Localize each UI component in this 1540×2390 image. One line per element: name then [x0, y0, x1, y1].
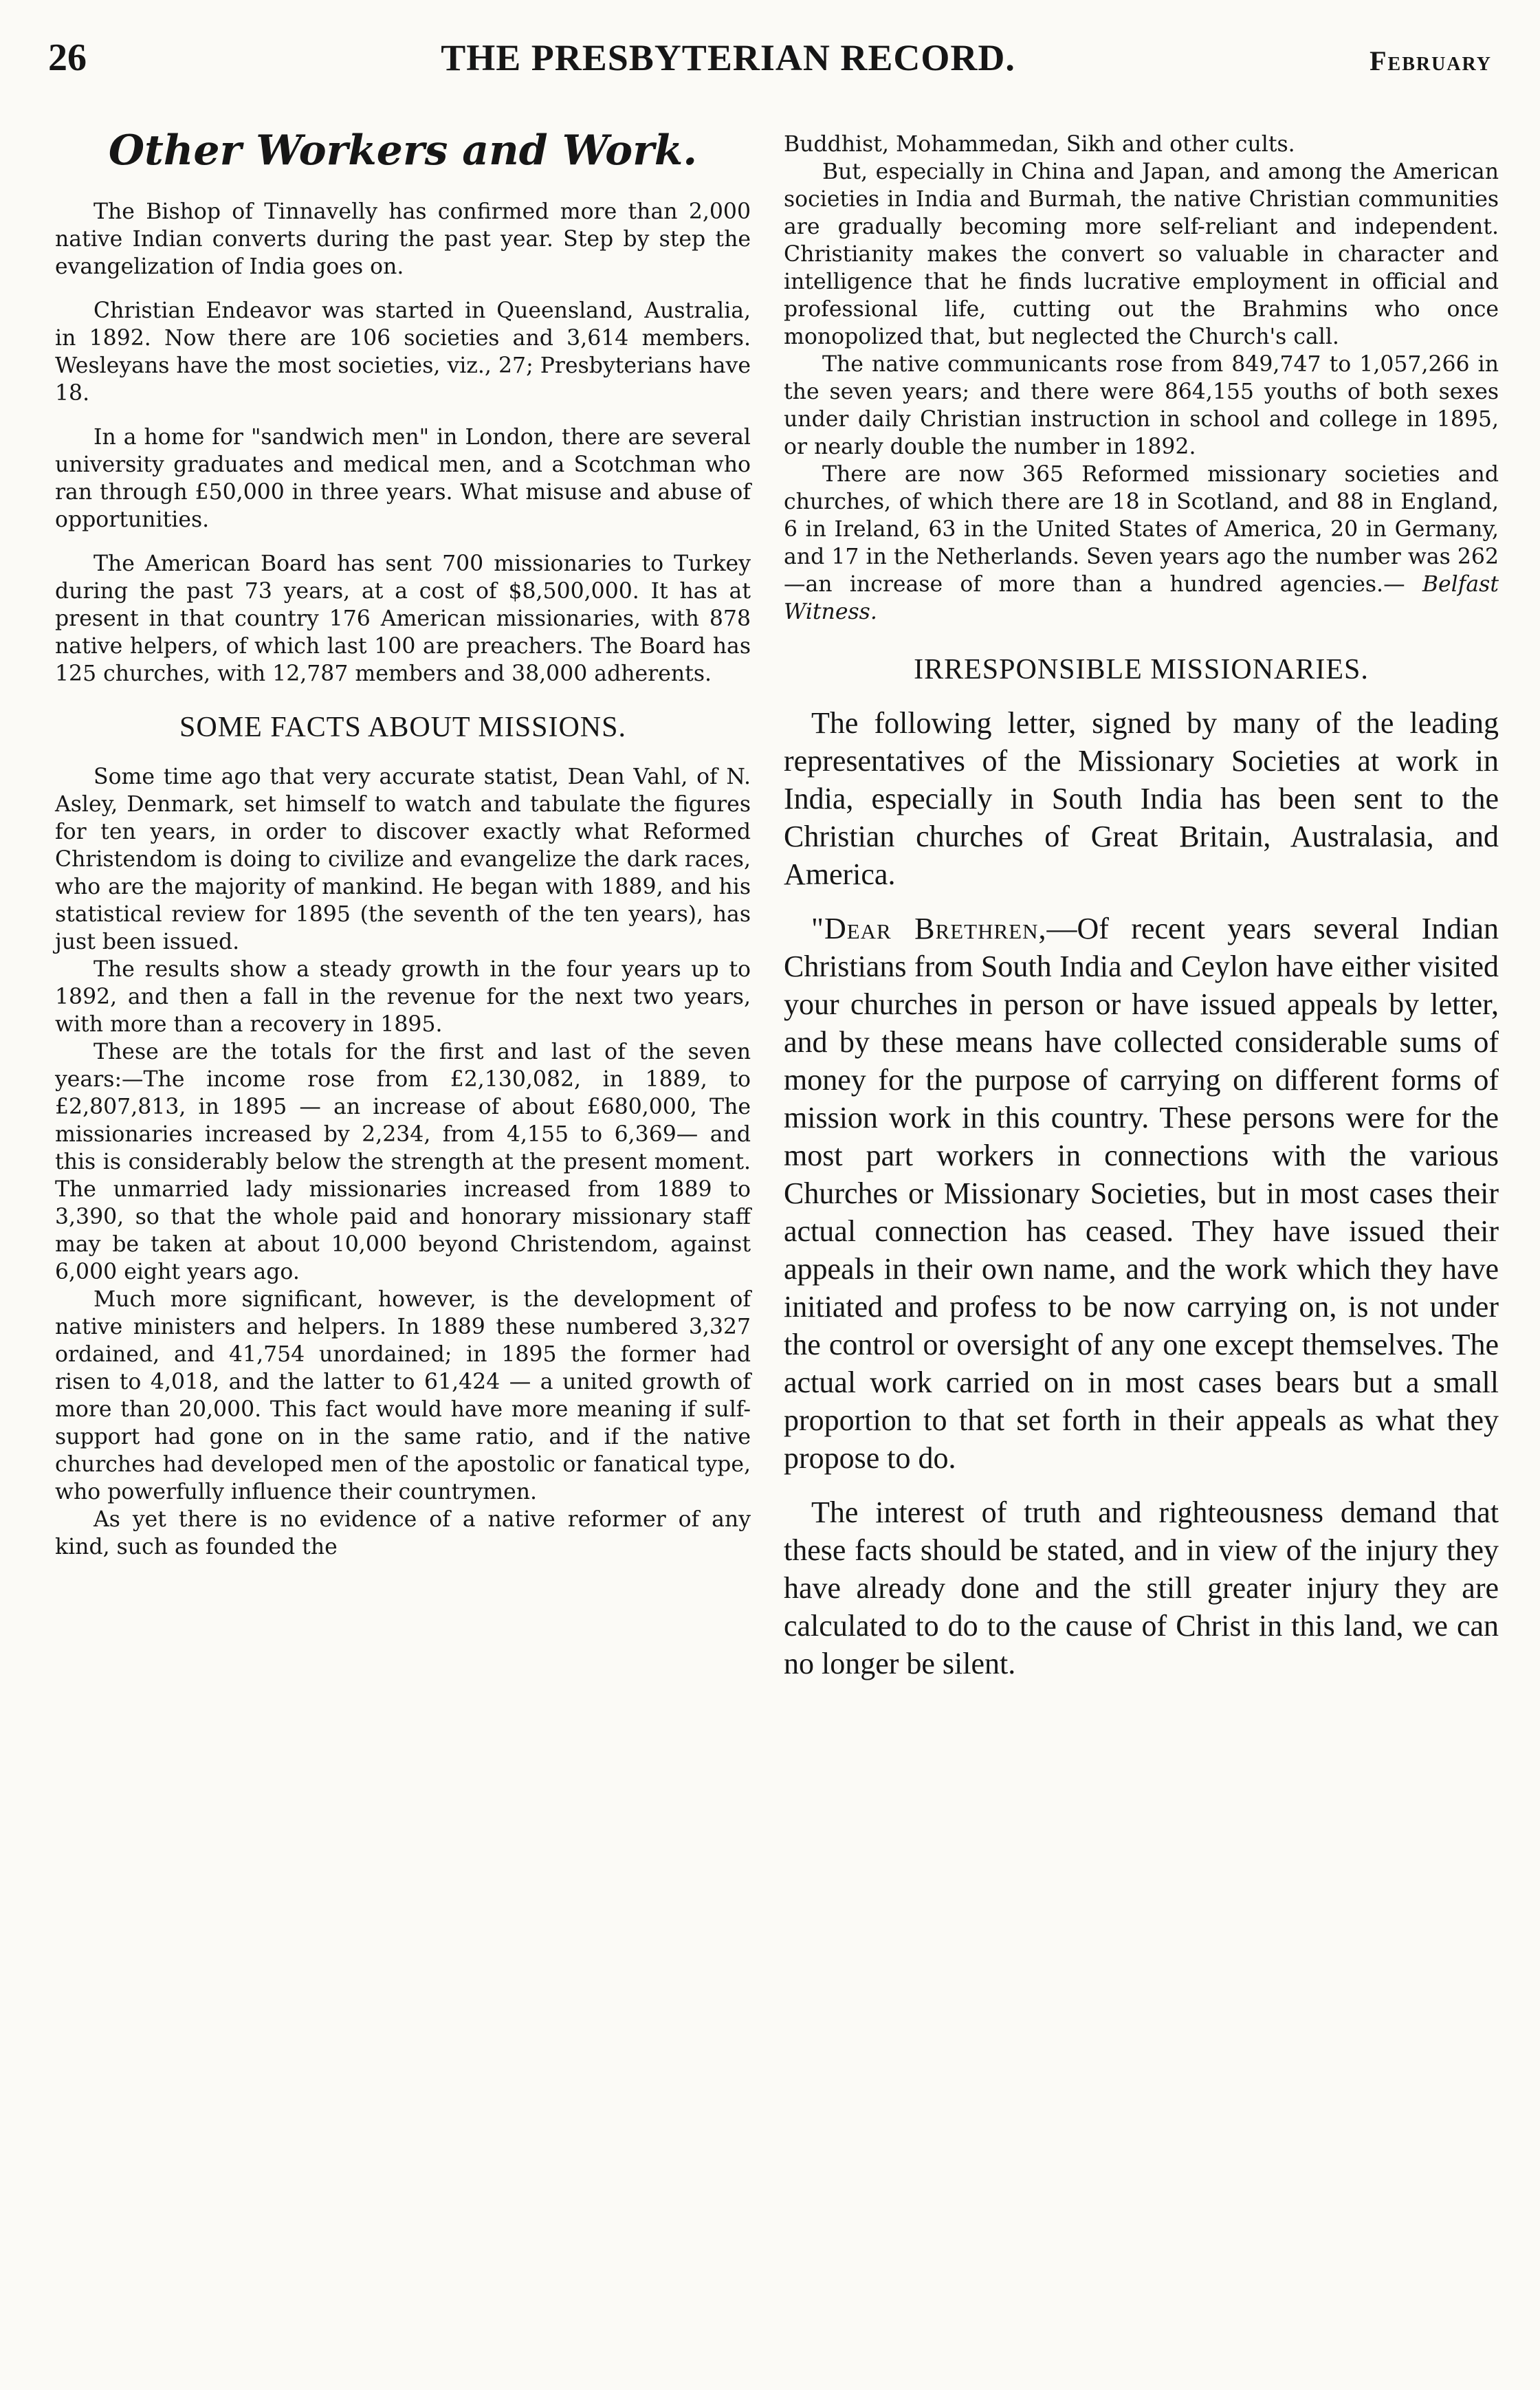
- facts-paragraph: Some time ago that very accurate statist, Dean Vahl, of N. Asley, Denmark, set himself to watch and tabulate the figures for ten years, in order to discover exactly what Reformed Christendom is doing to civilize and evangelize the dark races, who are the majority of mankind. He began with 1889, and his statistical review for 1895 (the seventh of the ten years), has just been issued.: [55, 765, 751, 954]
- facts-paragraph: Much more significant, however, is the development of native ministers and helpers. In 1889 these numbered 3,327 ordained, and 41,754 unordained; in 1895 the former had risen to 4,018, and the latter to 61,424 — a united growth of more than 20,000. This fact would have more meaning if sulf-support had gone on in the same ratio, and if the native churches had developed men of the apostolic or fanatical type, who powerfully influence their countrymen.: [55, 1287, 751, 1504]
- reformed-text: There are now 365 Reformed missionary societies and churches, of which there are 18 in Scotland, and 88 in England, 6 in Ireland, 63 in the United States of America, 20 in Germany, and 17 in the Netherlands. Seven years ago the number was 262—an increase of more than a hundred agencies.—: [784, 462, 1499, 597]
- section-heading-facts: SOME FACTS ABOUT MISSIONS.: [179, 712, 626, 743]
- section-heading-other-workers: Other Workers and Work.: [108, 127, 698, 175]
- facts-paragraph: The results show a steady growth in the four years up to 1892, and then a fall in the revenue for the next two years, with more than a recovery in 1895.: [55, 957, 751, 1037]
- right-column: [784, 131, 1499, 1682]
- source-citation: Belfast Witness.: [784, 572, 1499, 624]
- letter-body: [784, 910, 1499, 1477]
- facts-paragraph: But, especially in China and Japan, and among the American societies in India and Burmah, the native Christian communities are gradually becoming more self-reliant and independent. Christianity makes the convert so valuable in character and intelligence that he finds lucrative employment in official and professional life, cutting out the Brahmins who once monopolized that, but neglected the Church's call.: [784, 160, 1499, 349]
- news-item: Christian Endeavor was started in Queensland, Australia, in 1892. Now there are 106 societies and 3,614 members. Wesleyans have the most societies, viz., 27; Presbyterians have 18.: [55, 298, 751, 406]
- issue-month: February: [1370, 45, 1492, 76]
- letter-intro: The following letter, signed by many of the leading representatives of the Missionary Societies at work in India, especially in South India has been sent to the Christian churches of Great Britain, Australasia, and America.: [784, 706, 1499, 891]
- news-item: In a home for "sandwich men" in London, there are several university graduates and medical men, and a Scotchman who ran through £50,000 in three years. What misuse and abuse of opportunities.: [55, 425, 751, 532]
- continued-paragraph: Buddhist, Mohammedan, Sikh and other cults.: [784, 132, 1295, 157]
- letter-conclusion: The interest of truth and righteousness demand that these facts should be stated, and in view of the injury they have already done and the still greater injury they are calculated to do to the cause of Christ in this land, we can no longer be silent.: [784, 1495, 1499, 1680]
- facts-paragraph: As yet there is no evidence of a native reformer of any kind, such as founded the: [55, 1507, 751, 1559]
- letter-text: —Of recent years several Indian Christians from South India and Ceylon have either visited your churches in person or have issued appeals by letter, and by these means have collected considerable sums of money for the purpose of carrying on different forms of mission work in this country. These persons were for the most part workers in connections with the various Churches or Missionary Societies, but in most cases their actual connection has ceased. They have issued their appeals in their own name, and the work which they have initiated and profess to be now carrying on, is not under the control or oversight of any one except themselves. The actual work carried on in most cases bears but a small proportion to that set forth in their appeals as what they propose to do.: [784, 912, 1499, 1475]
- journal-title: THE PRESBYTERIAN RECORD.: [441, 37, 1015, 78]
- news-item: The American Board has sent 700 missionaries to Turkey during the past 73 years, at a cost of $8,500,000. It has at present in that country 176 American missionaries, with 878 native helpers, of which last 100 are preachers. The Board has 125 churches, with 12,787 members and 38,000 adherents.: [55, 551, 751, 686]
- facts-paragraph: [784, 461, 1499, 626]
- left-column: [55, 117, 751, 1561]
- section-heading-irresponsible: IRRESPONSIBLE MISSIONARIES.: [914, 654, 1369, 686]
- page-number: 26: [48, 36, 87, 79]
- facts-paragraph: These are the totals for the first and last of the seven years:—The income rose from £2,130,082, in 1889, to £2,807,813, in 1895 — an increase of about £680,000, The missionaries increased by 2,234, from 4,155 to 6,369— and this is considerably below the strength at the present moment. The unmarried lady missionaries increased from 1889 to 3,390, so that the whole paid and honorary missionary staff may be taken at about 10,000 beyond Christendom, against 6,000 eight years ago.: [55, 1040, 751, 1284]
- facts-paragraph: The native communicants rose from 849,747 to 1,057,266 in the seven years; and there were 864,155 youths of both sexes under daily Christian instruction in school and college in 1895, or nearly double the number in 1892.: [784, 352, 1499, 459]
- letter-salutation: "Dear Brethren,: [811, 912, 1047, 945]
- running-head: [48, 36, 1492, 84]
- news-item: The Bishop of Tinnavelly has confirmed more than 2,000 native Indian converts during the past year. Step by step the evangelization of India goes on.: [55, 199, 751, 279]
